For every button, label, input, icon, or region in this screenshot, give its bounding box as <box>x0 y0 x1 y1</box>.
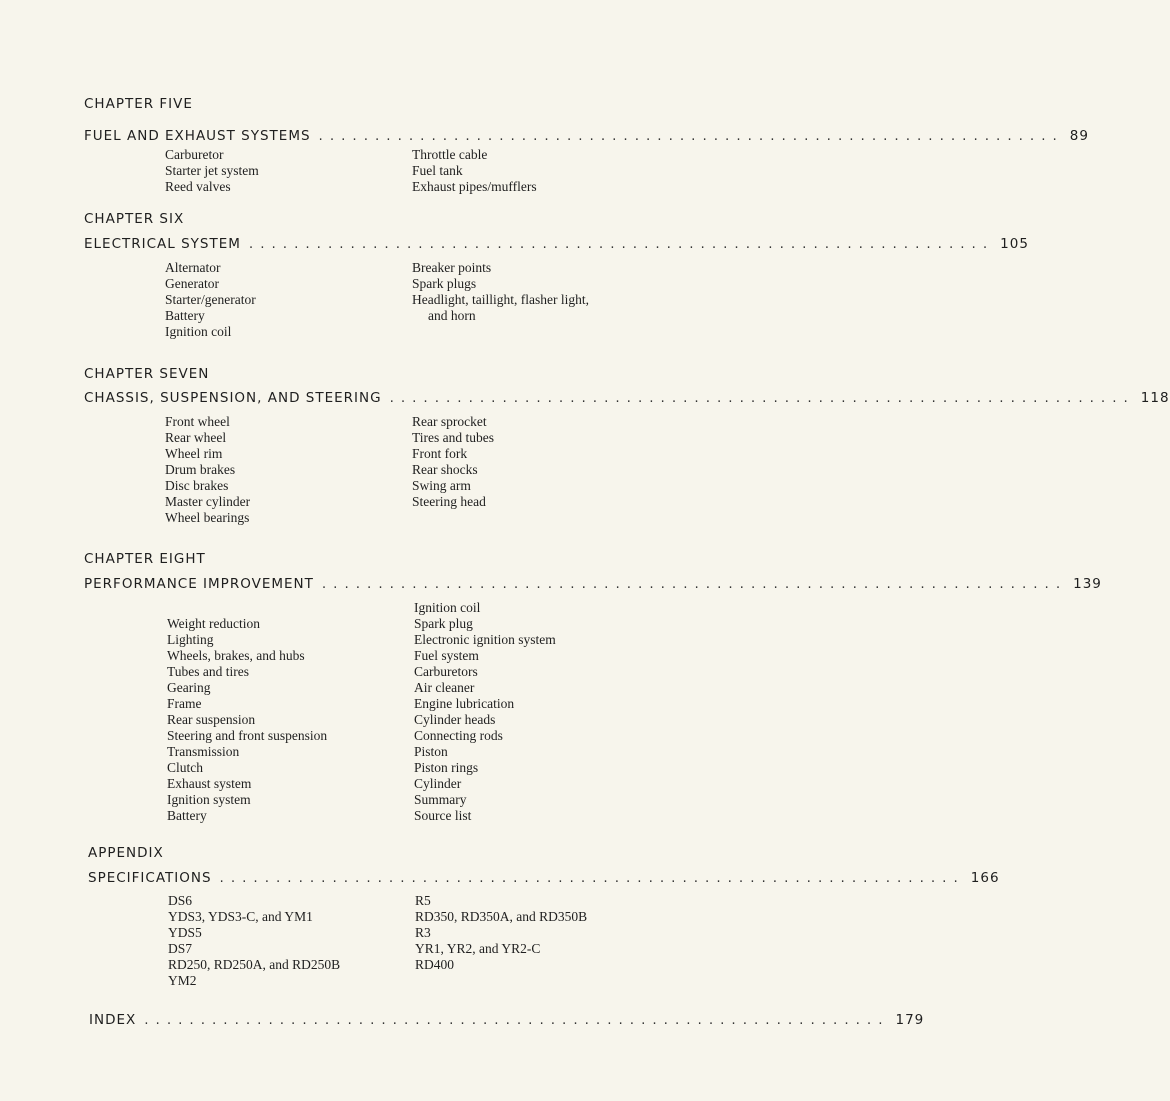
page-number: 179 <box>895 1012 925 1028</box>
toc-entry-index[interactable] <box>89 1012 925 1028</box>
entry-title: CHASSIS, SUSPENSION, AND STEERING <box>84 390 382 406</box>
page-number: 166 <box>970 870 1000 886</box>
topic-item: Throttle cable <box>412 147 488 162</box>
topic-item: Generator <box>165 276 219 291</box>
topic-item-continued: and horn <box>428 308 476 323</box>
topic-item: Wheels, brakes, and hubs <box>167 648 305 663</box>
topic-item: Wheel rim <box>165 446 223 461</box>
topic-item: Headlight, taillight, flasher light, <box>412 292 589 307</box>
topic-item: Steering and front suspension <box>167 728 328 743</box>
topic-item: Tubes and tires <box>167 664 250 679</box>
entry-title: PERFORMANCE IMPROVEMENT <box>84 576 314 592</box>
topics-right <box>412 414 494 510</box>
topic-item: Battery <box>167 808 207 823</box>
topic-item: Exhaust pipes/mufflers <box>412 179 537 194</box>
topic-item: Spark plug <box>414 616 473 631</box>
dot-leader: .................................................................. <box>219 870 965 886</box>
topic-item: Piston rings <box>414 760 479 775</box>
topic-item: Starter/generator <box>165 292 256 307</box>
topic-item: Cylinder <box>414 776 462 791</box>
toc-entry-chassis[interactable] <box>84 390 1170 406</box>
topic-item: YM2 <box>168 973 197 988</box>
topic-item: Fuel tank <box>412 163 463 178</box>
page-number: 89 <box>1069 128 1089 144</box>
topic-item: Master cylinder <box>165 494 251 509</box>
topic-item: R5 <box>415 893 431 908</box>
topics-right <box>415 893 587 973</box>
dot-leader: .................................................................. <box>248 236 995 252</box>
topic-item: Steering head <box>412 494 486 509</box>
topic-item: Drum brakes <box>165 462 236 477</box>
topic-item: Air cleaner <box>414 680 475 695</box>
topic-item: Connecting rods <box>414 728 503 743</box>
entry-title: INDEX <box>89 1012 137 1028</box>
topic-item: Rear wheel <box>165 430 227 445</box>
topic-item: Cylinder heads <box>414 712 496 727</box>
topics-left <box>165 260 256 340</box>
dot-leader: .................................................................. <box>318 128 1064 144</box>
topic-item: RD400 <box>415 957 455 972</box>
topic-item: Ignition coil <box>414 600 481 615</box>
toc-entry-fuel-exhaust[interactable] <box>84 128 1089 144</box>
topic-item: RD350, RD350A, and RD350B <box>415 909 588 924</box>
topic-item: Starter jet system <box>165 163 259 178</box>
topics-right <box>412 260 589 324</box>
dot-leader: .................................................................. <box>144 1012 890 1028</box>
topic-item: Clutch <box>167 760 203 775</box>
topic-item: Source list <box>414 808 472 823</box>
topics-right <box>414 600 556 824</box>
topic-item: Piston <box>414 744 448 759</box>
topic-item: DS7 <box>168 941 193 956</box>
topic-item: Engine lubrication <box>414 696 515 711</box>
topic-item: Reed valves <box>165 179 231 194</box>
toc-entry-electrical[interactable] <box>84 236 1029 252</box>
topic-item: Disc brakes <box>165 478 229 493</box>
topic-item: Rear shocks <box>412 462 478 477</box>
chapter-label: CHAPTER SEVEN <box>84 366 210 382</box>
topics-left <box>167 616 327 824</box>
topic-item: Carburetors <box>414 664 478 679</box>
page-number: 118 <box>1140 390 1170 406</box>
topic-item: Gearing <box>167 680 211 695</box>
topic-item: Electronic ignition system <box>414 632 556 647</box>
topic-item: Alternator <box>165 260 221 275</box>
page-number: 105 <box>1000 236 1029 252</box>
chapter-label: APPENDIX <box>88 845 164 861</box>
topic-item: Carburetor <box>165 147 224 162</box>
topic-item: Wheel bearings <box>165 510 250 525</box>
entry-title: SPECIFICATIONS <box>88 870 212 886</box>
topics-right <box>412 147 537 195</box>
topic-item: Summary <box>414 792 467 807</box>
page-number: 139 <box>1073 576 1102 592</box>
chapter-label: CHAPTER EIGHT <box>84 551 206 567</box>
topic-item: YDS3, YDS3-C, and YM1 <box>168 909 313 924</box>
topic-item: Exhaust system <box>167 776 252 791</box>
dot-leader: .................................................................. <box>389 390 1135 406</box>
topic-item: Battery <box>165 308 205 323</box>
topic-item: Swing arm <box>412 478 471 493</box>
toc-entry-specifications[interactable] <box>88 870 1000 886</box>
topic-item: Lighting <box>167 632 214 647</box>
topic-item: YDS5 <box>168 925 202 940</box>
topic-item: Front wheel <box>165 414 230 429</box>
dot-leader: .................................................................. <box>321 576 1068 592</box>
topic-item: Ignition coil <box>165 324 232 339</box>
topics-left <box>168 893 340 989</box>
topic-item: Front fork <box>412 446 468 461</box>
topic-item: Breaker points <box>412 260 492 275</box>
topic-item: Spark plugs <box>412 276 477 291</box>
topics-left <box>165 147 259 195</box>
entry-title: FUEL AND EXHAUST SYSTEMS <box>84 128 311 144</box>
entry-title: ELECTRICAL SYSTEM <box>84 236 241 252</box>
topic-item: Ignition system <box>167 792 251 807</box>
topics-left <box>165 414 250 526</box>
topic-item: Weight reduction <box>167 616 261 631</box>
chapter-label: CHAPTER FIVE <box>84 96 193 112</box>
topic-item: Rear sprocket <box>412 414 487 429</box>
toc-entry-performance[interactable] <box>84 576 1102 592</box>
topic-item: DS6 <box>168 893 193 908</box>
topic-item: Fuel system <box>414 648 479 663</box>
topic-item: YR1, YR2, and YR2-C <box>415 941 541 956</box>
topic-item: RD250, RD250A, and RD250B <box>168 957 341 972</box>
topic-item: Transmission <box>167 744 240 759</box>
topic-item: R3 <box>415 925 431 940</box>
topic-item: Tires and tubes <box>412 430 495 445</box>
topic-item: Rear suspension <box>167 712 256 727</box>
chapter-label: CHAPTER SIX <box>84 211 185 227</box>
topic-item: Frame <box>167 696 202 711</box>
